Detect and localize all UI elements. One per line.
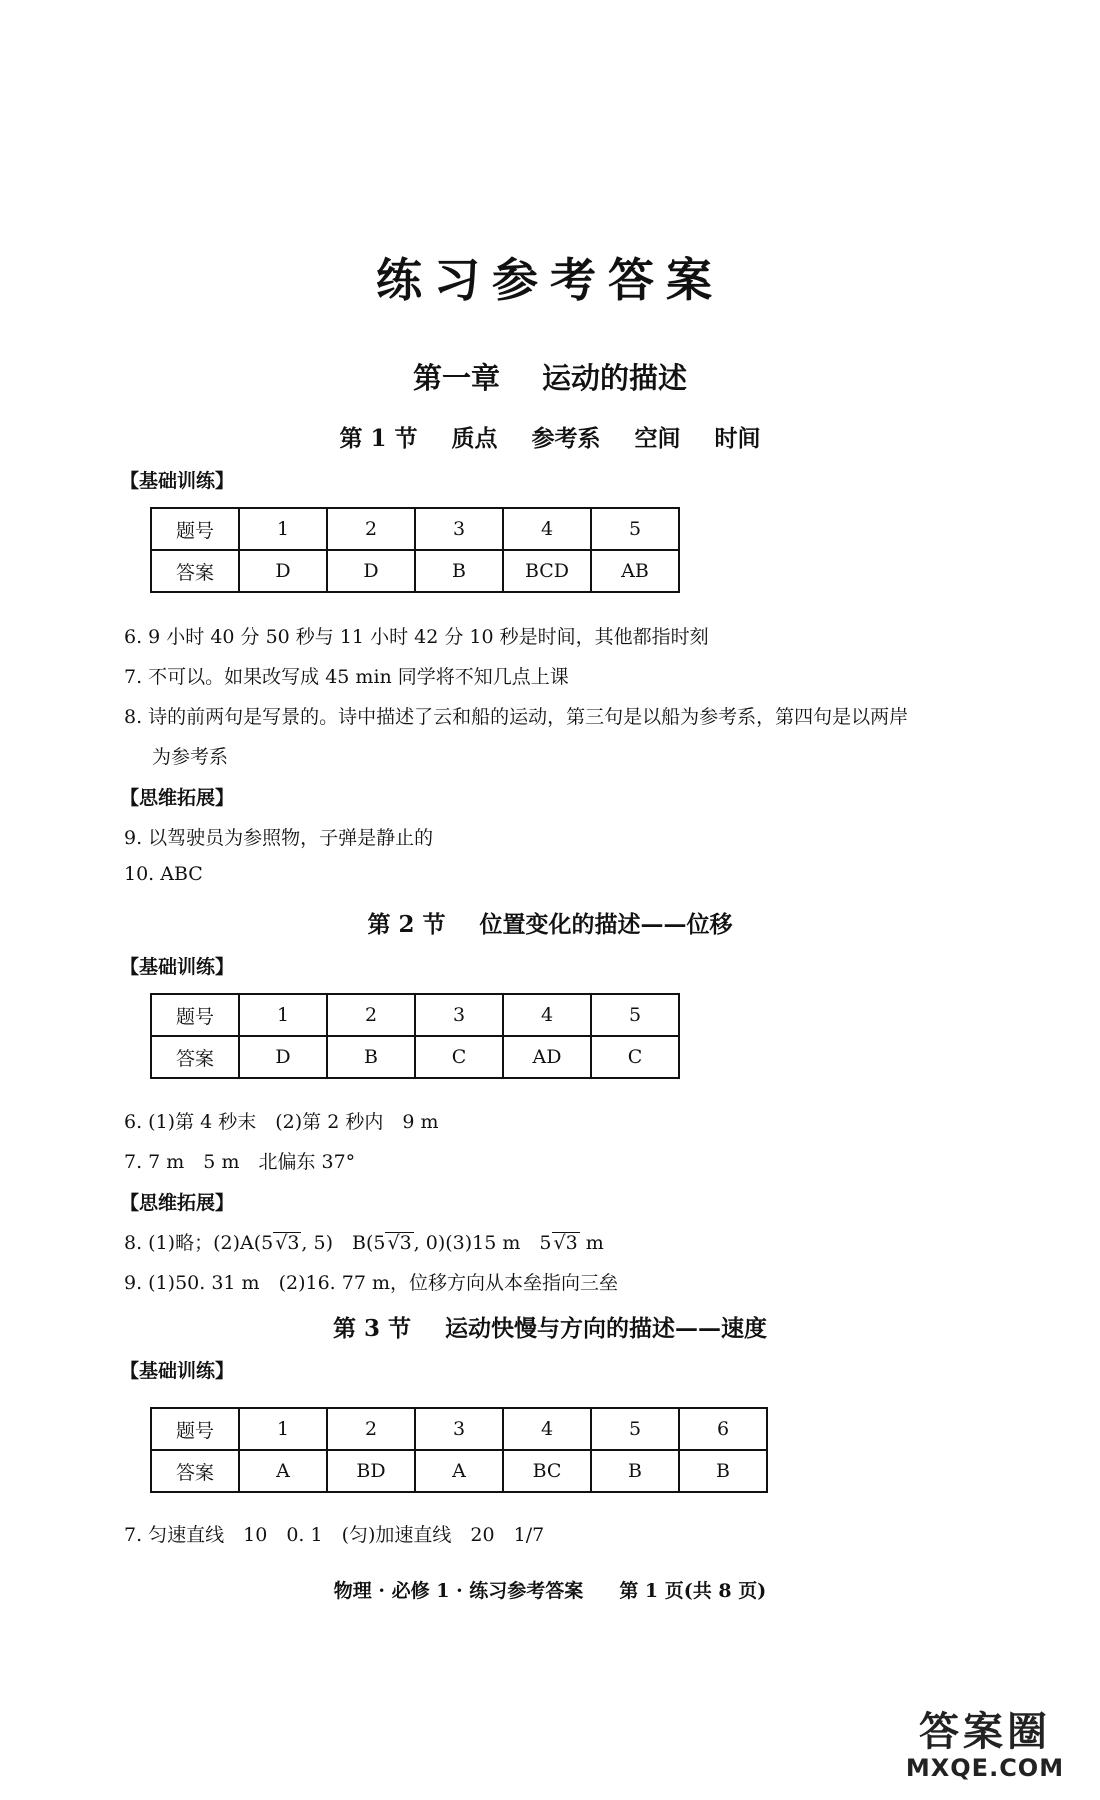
sqrt-radical: √3 <box>275 1232 300 1254</box>
line-8-prefix: 8. (1)略；(2)A(5 <box>124 1232 274 1254</box>
table-row <box>151 994 679 1036</box>
section-2-ext-label: 【思维拓展】 <box>120 1192 235 1214</box>
answer-line-8-cont: 为参考系 <box>152 746 229 768</box>
section-1-number: 第 1 节 <box>339 425 418 452</box>
table-cell: 3 <box>415 1408 503 1450</box>
table-cell: D <box>327 550 415 592</box>
table-cell: 5 <box>591 1408 679 1450</box>
section-2-answer-table <box>150 993 680 1079</box>
section-3-heading <box>0 1310 1100 1343</box>
table-cell: B <box>415 550 503 592</box>
section-3-number: 第 3 节 <box>332 1315 411 1342</box>
section-3-answer-table <box>150 1407 768 1493</box>
table-cell: 题号 <box>151 1408 239 1450</box>
document-title: 练习参考答案 <box>376 253 724 307</box>
section-2-name: 位置变化的描述——位移 <box>479 911 733 938</box>
line-8-mid2: , 0)(3)15 m 5 <box>413 1232 552 1254</box>
page-footer <box>0 1576 1100 1603</box>
table-cell: 4 <box>503 508 591 550</box>
line-8-mid: , 5) B(5 <box>301 1232 386 1254</box>
answer-line-2-6: 6. (1)第 4 秒末 (2)第 2 秒内 9 m <box>124 1111 439 1133</box>
table-cell: 2 <box>327 994 415 1036</box>
answer-line-7: 7. 不可以。如果改写成 45 min 同学将不知几点上课 <box>124 666 569 688</box>
answer-line-10: 10. ABC <box>124 863 203 885</box>
table-cell: 1 <box>239 508 327 550</box>
table-cell: D <box>239 1036 327 1078</box>
section-3-basic-label: 【基础训练】 <box>120 1360 235 1382</box>
table-row <box>151 1450 767 1492</box>
table-row <box>151 508 679 550</box>
table-cell: B <box>591 1450 679 1492</box>
section-2-basic-label: 【基础训练】 <box>120 956 235 978</box>
sqrt-radical: √3 <box>553 1232 578 1254</box>
table-cell: 2 <box>327 508 415 550</box>
section-1-ext-label: 【思维拓展】 <box>120 787 235 809</box>
table-cell: B <box>679 1450 767 1492</box>
table-cell: AD <box>503 1036 591 1078</box>
table-cell: 2 <box>327 1408 415 1450</box>
table-cell: 5 <box>591 994 679 1036</box>
chapter-heading <box>0 356 1100 397</box>
table-cell: 6 <box>679 1408 767 1450</box>
table-cell: BCD <box>503 550 591 592</box>
table-cell: AB <box>591 550 679 592</box>
section-1-topic-4: 时间 <box>714 425 761 452</box>
answer-line-2-7: 7. 7 m 5 m 北偏东 37° <box>124 1151 356 1173</box>
section-1-topic-1: 质点 <box>451 425 498 452</box>
table-cell: BC <box>503 1450 591 1492</box>
footer-page-number: 第 1 页(共 8 页) <box>619 1580 767 1602</box>
table-cell: 3 <box>415 994 503 1036</box>
table-row <box>151 1408 767 1450</box>
sqrt-value: 3 <box>399 1232 412 1254</box>
table-cell: 1 <box>239 994 327 1036</box>
section-1-topic-2: 参考系 <box>531 425 601 452</box>
watermark-text-bottom: MXQE.COM <box>905 1754 1065 1782</box>
section-2-number: 第 2 节 <box>367 911 446 938</box>
line-8-suffix: m <box>579 1232 604 1254</box>
sqrt-value: 3 <box>565 1232 578 1254</box>
section-2-heading <box>0 906 1100 939</box>
table-cell: 5 <box>591 508 679 550</box>
table-cell: 题号 <box>151 994 239 1036</box>
table-cell: D <box>239 550 327 592</box>
section-1-heading <box>0 420 1100 453</box>
table-cell: 答案 <box>151 550 239 592</box>
table-cell: 答案 <box>151 1036 239 1078</box>
footer-subject: 物理 · 必修 1 · 练习参考答案 <box>333 1580 584 1602</box>
table-cell: A <box>239 1450 327 1492</box>
answer-line-2-8 <box>124 1228 604 1255</box>
answer-line-3-7: 7. 匀速直线 10 0. 1 (匀)加速直线 20 1/7 <box>124 1524 545 1546</box>
watermark-logo <box>890 1700 1080 1788</box>
section-1-topic-3: 空间 <box>634 425 681 452</box>
table-cell: 题号 <box>151 508 239 550</box>
answer-line-2-9: 9. (1)50. 31 m (2)16. 77 m，位移方向从本垒指向三垒 <box>124 1272 618 1294</box>
chapter-name: 运动的描述 <box>542 361 688 395</box>
answer-line-6: 6. 9 小时 40 分 50 秒与 11 小时 42 分 10 秒是时间，其他都指时刻 <box>124 626 709 648</box>
table-cell: B <box>327 1036 415 1078</box>
table-row <box>151 550 679 592</box>
watermark-text-top: 答案圈 <box>919 1709 1051 1755</box>
answer-line-8: 8. 诗的前两句是写景的。诗中描述了云和船的运动，第三句是以船为参考系，第四句是以两岸 <box>124 706 909 728</box>
table-cell: C <box>415 1036 503 1078</box>
table-cell: C <box>591 1036 679 1078</box>
table-cell: 答案 <box>151 1450 239 1492</box>
table-cell: BD <box>327 1450 415 1492</box>
section-1-basic-label: 【基础训练】 <box>120 470 235 492</box>
section-1-answer-table <box>150 507 680 593</box>
section-3-name: 运动快慢与方向的描述——速度 <box>445 1315 768 1342</box>
table-cell: 4 <box>503 1408 591 1450</box>
chapter-label: 第一章 <box>412 361 500 395</box>
table-row <box>151 1036 679 1078</box>
table-cell: A <box>415 1450 503 1492</box>
table-cell: 4 <box>503 994 591 1036</box>
sqrt-radical: √3 <box>387 1232 412 1254</box>
table-cell: 1 <box>239 1408 327 1450</box>
sqrt-value: 3 <box>287 1232 300 1254</box>
answer-line-9: 9. 以驾驶员为参照物，子弹是静止的 <box>124 827 434 849</box>
table-cell: 3 <box>415 508 503 550</box>
